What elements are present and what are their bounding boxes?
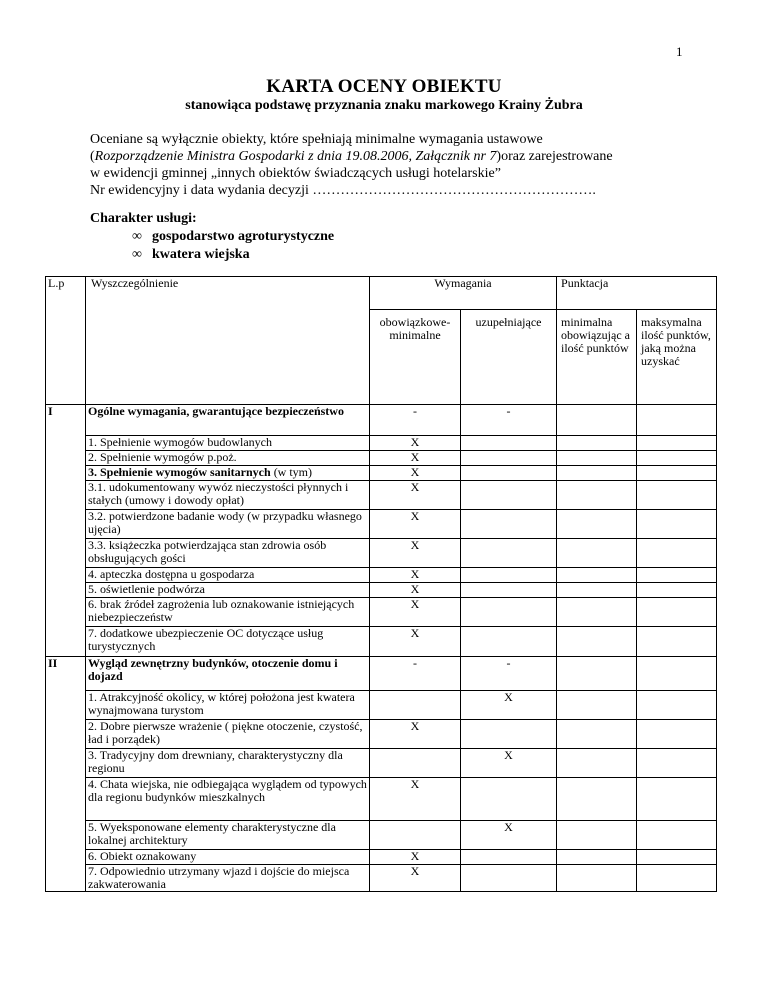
requirement-text: 6. brak źródeł zagrożenia lub oznakowanie istniejących niebezpieczeństw <box>86 598 370 627</box>
header-wymagania: Wymagania <box>370 277 557 310</box>
table-row <box>46 749 717 778</box>
header-wyszczegolnienie: Wyszczególnienie <box>86 277 370 310</box>
requirement-min-points <box>557 598 637 627</box>
requirement-min-points <box>557 583 637 598</box>
header-minimalna: minimalna obowiązując a ilość punktów <box>557 310 637 405</box>
requirement-max-points <box>637 749 717 778</box>
requirement-min-points <box>557 466 637 481</box>
header-uzupelniajace: uzupełniające <box>461 310 557 405</box>
requirement-uzupelniajace <box>461 850 557 865</box>
requirement-obowiazkowe <box>370 821 461 850</box>
evaluation-table <box>45 276 717 892</box>
table-row <box>46 821 717 850</box>
requirement-obowiazkowe: X <box>370 627 461 657</box>
requirement-obowiazkowe: X <box>370 451 461 466</box>
requirement-text: 5. Wyeksponowane elementy charakterystyczne dla lokalnej architektury <box>86 821 370 850</box>
requirement-max-points <box>637 583 717 598</box>
table-row <box>46 627 717 657</box>
requirement-max-points <box>637 510 717 539</box>
service-type-section <box>90 210 334 264</box>
document-title: KARTA OCENY OBIEKTU <box>266 76 502 97</box>
requirement-min-points <box>557 627 637 657</box>
requirement-uzupelniajace <box>461 627 557 657</box>
requirement-obowiazkowe: X <box>370 598 461 627</box>
section-number: I <box>46 405 86 657</box>
requirement-min-points <box>557 510 637 539</box>
header-punktacja: Punktacja <box>557 277 717 310</box>
requirement-text: 5. oświetlenie podwórza <box>86 583 370 598</box>
requirement-min-points <box>557 568 637 583</box>
requirement-text <box>86 466 370 481</box>
requirement-uzupelniajace: X <box>461 821 557 850</box>
requirement-obowiazkowe: X <box>370 466 461 481</box>
requirement-uzupelniajace: X <box>461 691 557 720</box>
requirement-obowiazkowe: X <box>370 778 461 821</box>
section-uzupelniajace: - <box>461 405 557 436</box>
service-type-option <box>90 246 334 264</box>
requirement-max-points <box>637 691 717 720</box>
table-row <box>46 466 717 481</box>
requirement-min-points <box>557 451 637 466</box>
table-row <box>46 850 717 865</box>
document-subtitle: stanowiąca podstawę przyznania znaku markowego Krainy Żubra <box>185 98 583 113</box>
table-row <box>46 778 717 821</box>
requirement-max-points <box>637 627 717 657</box>
requirement-min-points <box>557 691 637 720</box>
requirement-min-points <box>557 850 637 865</box>
table-row <box>46 436 717 451</box>
table-row <box>46 568 717 583</box>
requirement-obowiazkowe: X <box>370 510 461 539</box>
table-row <box>46 583 717 598</box>
requirement-text: 3. Tradycyjny dom drewniany, charakterystyczny dla regionu <box>86 749 370 778</box>
table-subheader-row <box>46 310 717 405</box>
table-row <box>46 451 717 466</box>
requirement-obowiazkowe: X <box>370 568 461 583</box>
table-row <box>46 865 717 892</box>
table-row <box>46 510 717 539</box>
intro-line-4: Nr ewidencyjny i data wydania decyzji ……………………………………………………. <box>90 183 596 198</box>
requirement-max-points <box>637 539 717 568</box>
requirement-uzupelniajace <box>461 539 557 568</box>
requirement-text: 7. dodatkowe ubezpieczenie OC dotyczące usług turystycznych <box>86 627 370 657</box>
requirement-obowiazkowe: X <box>370 720 461 749</box>
requirement-uzupelniajace <box>461 436 557 451</box>
bullet-icon: ∞ <box>132 229 142 244</box>
intro-line-2 <box>90 148 690 165</box>
section-row <box>46 405 717 436</box>
section-min-points <box>557 657 637 691</box>
requirement-text-bold: 3. Spełnienie wymogów sanitarnych <box>88 465 271 479</box>
section-uzupelniajace: - <box>461 657 557 691</box>
requirement-uzupelniajace <box>461 865 557 892</box>
header-wyszczegolnienie-cont <box>86 310 370 405</box>
intro-line-1: Oceniane są wyłącznie obiekty, które spełniają minimalne wymagania ustawowe <box>90 132 543 147</box>
requirement-max-points <box>637 598 717 627</box>
requirement-min-points <box>557 539 637 568</box>
requirement-text: 4. Chata wiejska, nie odbiegająca wyglądem od typowych dla regionu budynków mieszkalnych <box>86 778 370 821</box>
intro-paragraph <box>90 131 690 199</box>
section-obowiazkowe: - <box>370 657 461 691</box>
requirement-uzupelniajace <box>461 466 557 481</box>
requirement-obowiazkowe: X <box>370 850 461 865</box>
requirement-obowiazkowe <box>370 749 461 778</box>
requirement-obowiazkowe: X <box>370 583 461 598</box>
requirement-text: 3.1. udokumentowany wywóz nieczystości płynnych i stałych (umowy i dowody opłat) <box>86 481 370 510</box>
section-max-points <box>637 405 717 436</box>
table-row <box>46 691 717 720</box>
service-type-option <box>90 228 334 246</box>
requirement-min-points <box>557 778 637 821</box>
requirement-min-points <box>557 720 637 749</box>
requirement-text: 4. apteczka dostępna u gospodarza <box>86 568 370 583</box>
requirement-uzupelniajace: X <box>461 749 557 778</box>
requirement-text: 1. Atrakcyjność okolicy, w której położona jest kwatera wynajmowana turystom <box>86 691 370 720</box>
requirement-uzupelniajace <box>461 583 557 598</box>
section-max-points <box>637 657 717 691</box>
requirement-max-points <box>637 821 717 850</box>
requirement-max-points <box>637 481 717 510</box>
intro-paren: ( <box>90 149 95 164</box>
table-header-row <box>46 277 717 310</box>
requirement-obowiazkowe: X <box>370 436 461 451</box>
requirement-max-points <box>637 451 717 466</box>
section-number: II <box>46 657 86 892</box>
requirement-uzupelniajace <box>461 778 557 821</box>
requirement-uzupelniajace <box>461 451 557 466</box>
requirement-text: 1. Spełnienie wymogów budowlanych <box>86 436 370 451</box>
header-maksymalna: maksymalna ilość punktów, jaką można uzyskać <box>637 310 717 405</box>
requirement-uzupelniajace <box>461 720 557 749</box>
requirement-text: 3.2. potwierdzone badanie wody (w przypadku własnego ujęcia) <box>86 510 370 539</box>
requirement-min-points <box>557 821 637 850</box>
requirement-text: 6. Obiekt oznakowany <box>86 850 370 865</box>
requirement-text: 2. Spełnienie wymogów p.poż. <box>86 451 370 466</box>
table-row <box>46 539 717 568</box>
table-row <box>46 720 717 749</box>
section-title: Wygląd zewnętrzny budynków, otoczenie domu i dojazd <box>86 657 370 691</box>
table-row <box>46 481 717 510</box>
requirement-max-points <box>637 850 717 865</box>
bullet-icon: ∞ <box>132 247 142 262</box>
section-min-points <box>557 405 637 436</box>
requirement-uzupelniajace <box>461 510 557 539</box>
requirement-text: 7. Odpowiednio utrzymany wjazd i dojście do miejsca zakwaterowania <box>86 865 370 892</box>
requirement-min-points <box>557 436 637 451</box>
requirement-text: 3.3. książeczka potwierdzająca stan zdrowia osób obsługujących gości <box>86 539 370 568</box>
service-type-option-label: kwatera wiejska <box>152 247 250 262</box>
section-obowiazkowe: - <box>370 405 461 436</box>
requirement-max-points <box>637 778 717 821</box>
requirement-text: 2. Dobre pierwsze wrażenie ( piękne otoczenie, czystość, ład i porządek) <box>86 720 370 749</box>
table-row <box>46 598 717 627</box>
service-type-option-label: gospodarstwo agroturystyczne <box>152 229 335 244</box>
section-row <box>46 657 717 691</box>
requirement-max-points <box>637 865 717 892</box>
header-obowiazkowe: obowiązkowe-minimalne <box>370 310 461 405</box>
requirement-max-points <box>637 436 717 451</box>
intro-line-3: w ewidencji gminnej „innych obiektów świadczących usługi hotelarskie” <box>90 166 501 181</box>
requirement-min-points <box>557 749 637 778</box>
requirement-obowiazkowe: X <box>370 539 461 568</box>
intro-line-2-rest: )oraz zarejestrowane <box>496 149 613 164</box>
requirement-min-points <box>557 865 637 892</box>
requirement-uzupelniajace <box>461 568 557 583</box>
requirement-max-points <box>637 568 717 583</box>
requirement-uzupelniajace <box>461 481 557 510</box>
requirement-max-points <box>637 466 717 481</box>
requirement-obowiazkowe <box>370 691 461 720</box>
intro-regulation: Rozporządzenie Ministra Gospodarki z dnia 19.08.2006, Załącznik nr 7 <box>94 149 497 164</box>
requirement-min-points <box>557 481 637 510</box>
header-lp-cont <box>46 310 86 405</box>
requirement-obowiazkowe: X <box>370 865 461 892</box>
section-title: Ogólne wymagania, gwarantujące bezpieczeństwo <box>86 405 370 436</box>
service-type-label: Charakter usługi: <box>90 211 197 226</box>
header-lp: L.p <box>46 277 86 310</box>
page-number: 1 <box>676 44 683 59</box>
requirement-uzupelniajace <box>461 598 557 627</box>
requirement-text-rest: (w tym) <box>270 465 313 479</box>
requirement-max-points <box>637 720 717 749</box>
requirement-obowiazkowe: X <box>370 481 461 510</box>
